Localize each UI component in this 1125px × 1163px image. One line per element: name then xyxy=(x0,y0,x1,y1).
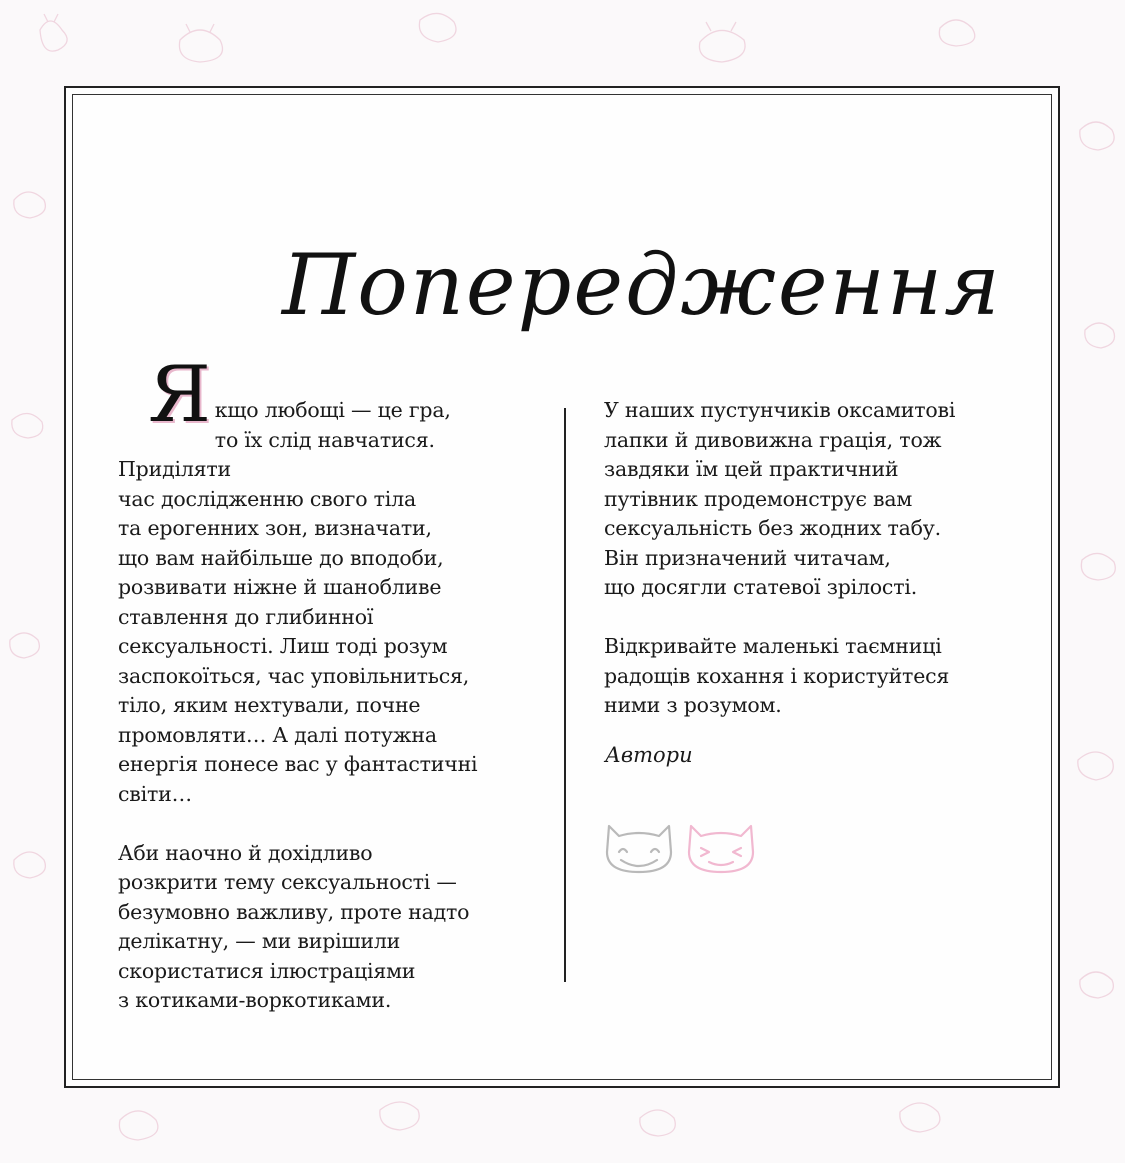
paragraph-1-text: то їх слід навчатися. Приділяти час дослідженню свого тіла та ерогенних зон, визначати, що вам найбільше до вподоби, розвивати ніжне й шанобливе ставлення до глибинної сексуальності. Лиш тоді розум заспокоїться, час уповільниться, тіло, яким нехтували, почне промовляти… А далі потужна енергія понесе вас у фантастичні світи… xyxy=(118,427,478,806)
cat-outline-icon xyxy=(1080,122,1114,150)
cat-outline-icon xyxy=(699,22,745,62)
cat-outline-icon xyxy=(10,633,40,658)
left-paragraph-2: Аби наочно й дохідливо розкрити тему сексуальності — безумовно важливу, проте надто делікатну, — ми вирішили скористатися ілюстраціями з котиками-воркотиками. xyxy=(118,840,470,1012)
drop-cap: Я xyxy=(148,350,211,440)
column-divider xyxy=(564,408,566,982)
left-paragraph-1 xyxy=(118,350,518,809)
cat-outline-icon xyxy=(40,14,67,51)
cat-outline-icon xyxy=(900,1103,940,1132)
grey-cat-face-icon xyxy=(607,826,671,872)
right-paragraph-1: У наших пустунчиків оксамитові лапки й дивовижна грація, тож завдяки їм цей практичний путівник продемонструє вам сексуальність без жодних табу. Він призначений читачам, що досягли статевої зрілості. xyxy=(604,398,956,599)
pink-cat-face-icon xyxy=(689,826,753,872)
cat-outline-icon xyxy=(1078,752,1113,780)
first-line-text: кщо любощі — це гра, xyxy=(214,398,451,422)
cat-outline-icon xyxy=(419,13,456,42)
right-paragraph-2: Відкривайте маленькі таємниці радощів кохання і користуйтеся ними з розумом. xyxy=(604,634,950,717)
cat-outline-icon xyxy=(380,1102,419,1130)
signature: Автори xyxy=(605,743,693,767)
cat-outline-icon xyxy=(1081,553,1115,580)
left-column xyxy=(118,350,518,1016)
cat-outline-icon xyxy=(179,24,222,62)
cat-outline-icon xyxy=(12,413,43,438)
page-title: Попередження xyxy=(282,236,1002,334)
cat-outline-icon xyxy=(14,852,46,878)
right-column xyxy=(604,396,1004,721)
cat-outline-icon xyxy=(1085,323,1115,348)
cat-outline-icon xyxy=(1080,972,1114,998)
cat-outline-icon xyxy=(640,1110,675,1136)
cat-outline-icon xyxy=(939,20,974,46)
cat-outline-icon xyxy=(119,1111,157,1140)
cat-faces xyxy=(603,818,763,878)
cat-outline-icon xyxy=(14,192,46,218)
